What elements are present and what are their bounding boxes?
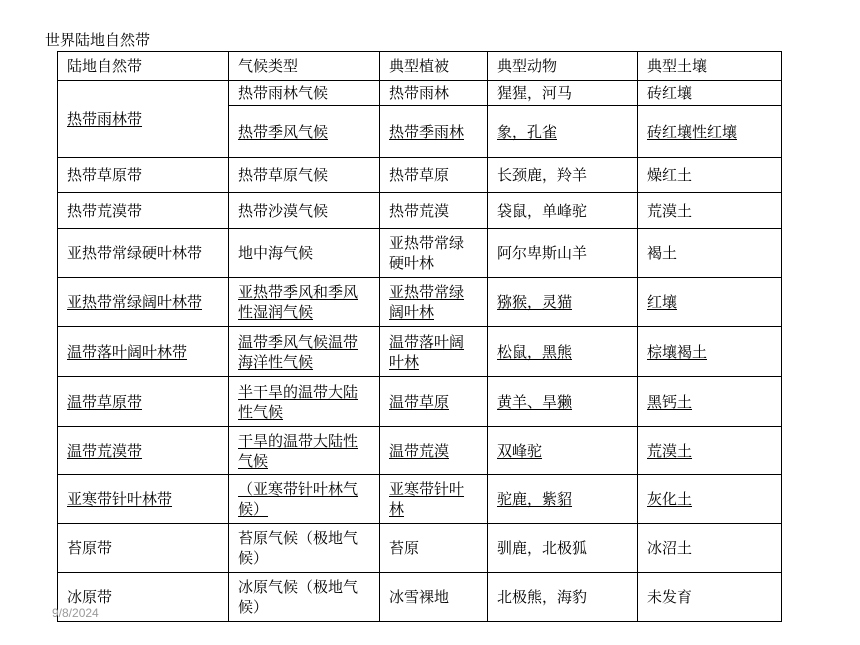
- header-climate: 气候类型: [229, 52, 380, 81]
- cell-soil: 褐土: [638, 229, 782, 278]
- cell-climate: （亚寒带针叶林气候）: [229, 475, 380, 524]
- cell-climate: 苔原气候（极地气候）: [229, 524, 380, 573]
- cell-climate: 冰原气候（极地气候）: [229, 573, 380, 622]
- cell-soil: 未发育: [638, 573, 782, 622]
- cell-soil: 棕壤褐土: [638, 327, 782, 377]
- cell-vegetation: 热带荒漠: [380, 193, 488, 229]
- cell-animals: 北极熊，海豹: [488, 573, 638, 622]
- table-row: [58, 377, 782, 427]
- cell-soil: 红壤: [638, 278, 782, 327]
- cell-animals: 驼鹿，紫貂: [488, 475, 638, 524]
- cell-soil: 荒漠土: [638, 193, 782, 229]
- cell-zone: [58, 81, 229, 158]
- cell-animals: 猕猴，灵猫: [488, 278, 638, 327]
- cell-soil: 砖红壤: [638, 81, 782, 106]
- cell-climate: 热带雨林气候: [229, 81, 380, 106]
- cell-zone: 苔原带: [58, 524, 229, 573]
- cell-vegetation: 温带草原: [380, 377, 488, 427]
- cell-climate: 亚热带季风和季风性湿润气候: [229, 278, 380, 327]
- table-row: [58, 475, 782, 524]
- table-header-row: [58, 52, 782, 81]
- cell-soil: 燥红土: [638, 158, 782, 193]
- page-title: 世界陆地自然带: [45, 31, 151, 49]
- table-row: [58, 427, 782, 475]
- cell-zone: 温带草原带: [58, 377, 229, 427]
- cell-vegetation: 热带季雨林: [380, 106, 488, 158]
- cell-vegetation: 苔原: [380, 524, 488, 573]
- cell-animals: 松鼠，黑熊: [488, 327, 638, 377]
- cell-climate: 热带沙漠气候: [229, 193, 380, 229]
- table-row: [58, 524, 782, 573]
- cell-vegetation: 亚热带常绿阔叶林: [380, 278, 488, 327]
- cell-soil: 砖红壤性红壤: [638, 106, 782, 158]
- table-row: [58, 81, 782, 106]
- cell-animals: 长颈鹿，羚羊: [488, 158, 638, 193]
- cell-climate: 干旱的温带大陆性气候: [229, 427, 380, 475]
- natural-zones-table: [57, 51, 782, 622]
- cell-zone: 亚寒带针叶林带: [58, 475, 229, 524]
- table-row: [58, 193, 782, 229]
- cell-soil: 黑钙土: [638, 377, 782, 427]
- table-row: [58, 327, 782, 377]
- cell-climate: 热带草原气候: [229, 158, 380, 193]
- cell-zone: 冰原带: [58, 573, 229, 622]
- cell-animals: 象，孔雀: [488, 106, 638, 158]
- table-row: [58, 278, 782, 327]
- cell-vegetation: 温带落叶阔叶林: [380, 327, 488, 377]
- header-soil: 典型土壤: [638, 52, 782, 81]
- table-row: [58, 573, 782, 622]
- cell-climate: 热带季风气候: [229, 106, 380, 158]
- cell-vegetation: 冰雪裸地: [380, 573, 488, 622]
- header-animals: 典型动物: [488, 52, 638, 81]
- cell-climate: 半干旱的温带大陆性气候: [229, 377, 380, 427]
- cell-zone: 温带落叶阔叶林带: [58, 327, 229, 377]
- table-row: [58, 229, 782, 278]
- cell-soil: 荒漠土: [638, 427, 782, 475]
- cell-climate: 地中海气候: [229, 229, 380, 278]
- cell-vegetation: 亚热带常绿硬叶林: [380, 229, 488, 278]
- cell-soil: 冰沼土: [638, 524, 782, 573]
- cell-animals: 阿尔卑斯山羊: [488, 229, 638, 278]
- cell-animals: 黄羊、旱獭: [488, 377, 638, 427]
- cell-zone: 热带草原带: [58, 158, 229, 193]
- slide-date: 9/8/2024: [52, 606, 99, 620]
- cell-zone: 热带荒漠带: [58, 193, 229, 229]
- cell-zone: 温带荒漠带: [58, 427, 229, 475]
- cell-animals: 双峰驼: [488, 427, 638, 475]
- cell-vegetation: 亚寒带针叶林: [380, 475, 488, 524]
- table-row: [58, 158, 782, 193]
- cell-climate: 温带季风气候温带海洋性气候: [229, 327, 380, 377]
- cell-animals: 驯鹿，北极狐: [488, 524, 638, 573]
- cell-animals: 猩猩，河马: [488, 81, 638, 106]
- header-vegetation: 典型植被: [380, 52, 488, 81]
- cell-zone: 亚热带常绿硬叶林带: [58, 229, 229, 278]
- cell-vegetation: 热带草原: [380, 158, 488, 193]
- cell-zone: 亚热带常绿阔叶林带: [58, 278, 229, 327]
- cell-vegetation: 温带荒漠: [380, 427, 488, 475]
- cell-animals: 袋鼠，单峰驼: [488, 193, 638, 229]
- zone-text: 热带雨林带: [67, 110, 143, 128]
- cell-vegetation: 热带雨林: [380, 81, 488, 106]
- cell-soil: 灰化土: [638, 475, 782, 524]
- header-zone: 陆地自然带: [58, 52, 229, 81]
